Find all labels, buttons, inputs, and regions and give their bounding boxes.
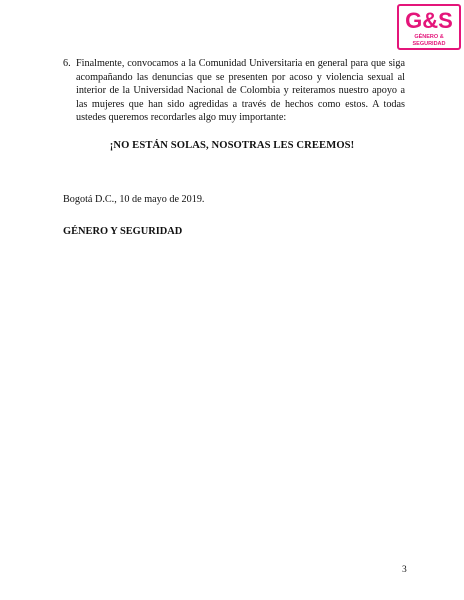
- paragraph-text: Finalmente, convocamos a la Comunidad Universitaria en general para que siga acompañando las denuncias que se presenten por acoso y violencia sexual al interior de la Universidad Nacional de Colombia y reiteramos nuestro apoyo a las mujeres que han sido agredidas a través de hechos como estos. A todas ustedes queremos recordarles algo muy importante:: [76, 58, 405, 124]
- slogan: ¡NO ESTÁN SOLAS, NOSOTRAS LES CREEMOS!: [109, 140, 355, 151]
- numbered-paragraph: [63, 57, 405, 125]
- date-line: Bogotá D.C., 10 de mayo de 2019.: [63, 194, 205, 205]
- logo-subtitle-line2: SEGURIDAD: [412, 41, 446, 47]
- page-number: 3: [402, 565, 407, 575]
- signature: GÉNERO Y SEGURIDAD: [63, 226, 183, 237]
- logo-subtitle-line1: GÉNERO &: [414, 34, 444, 40]
- item-number: 6.: [63, 58, 71, 69]
- logo-text: G&S: [405, 8, 453, 33]
- gs-logo-graphic: [397, 4, 461, 50]
- gs-logo: [397, 4, 461, 50]
